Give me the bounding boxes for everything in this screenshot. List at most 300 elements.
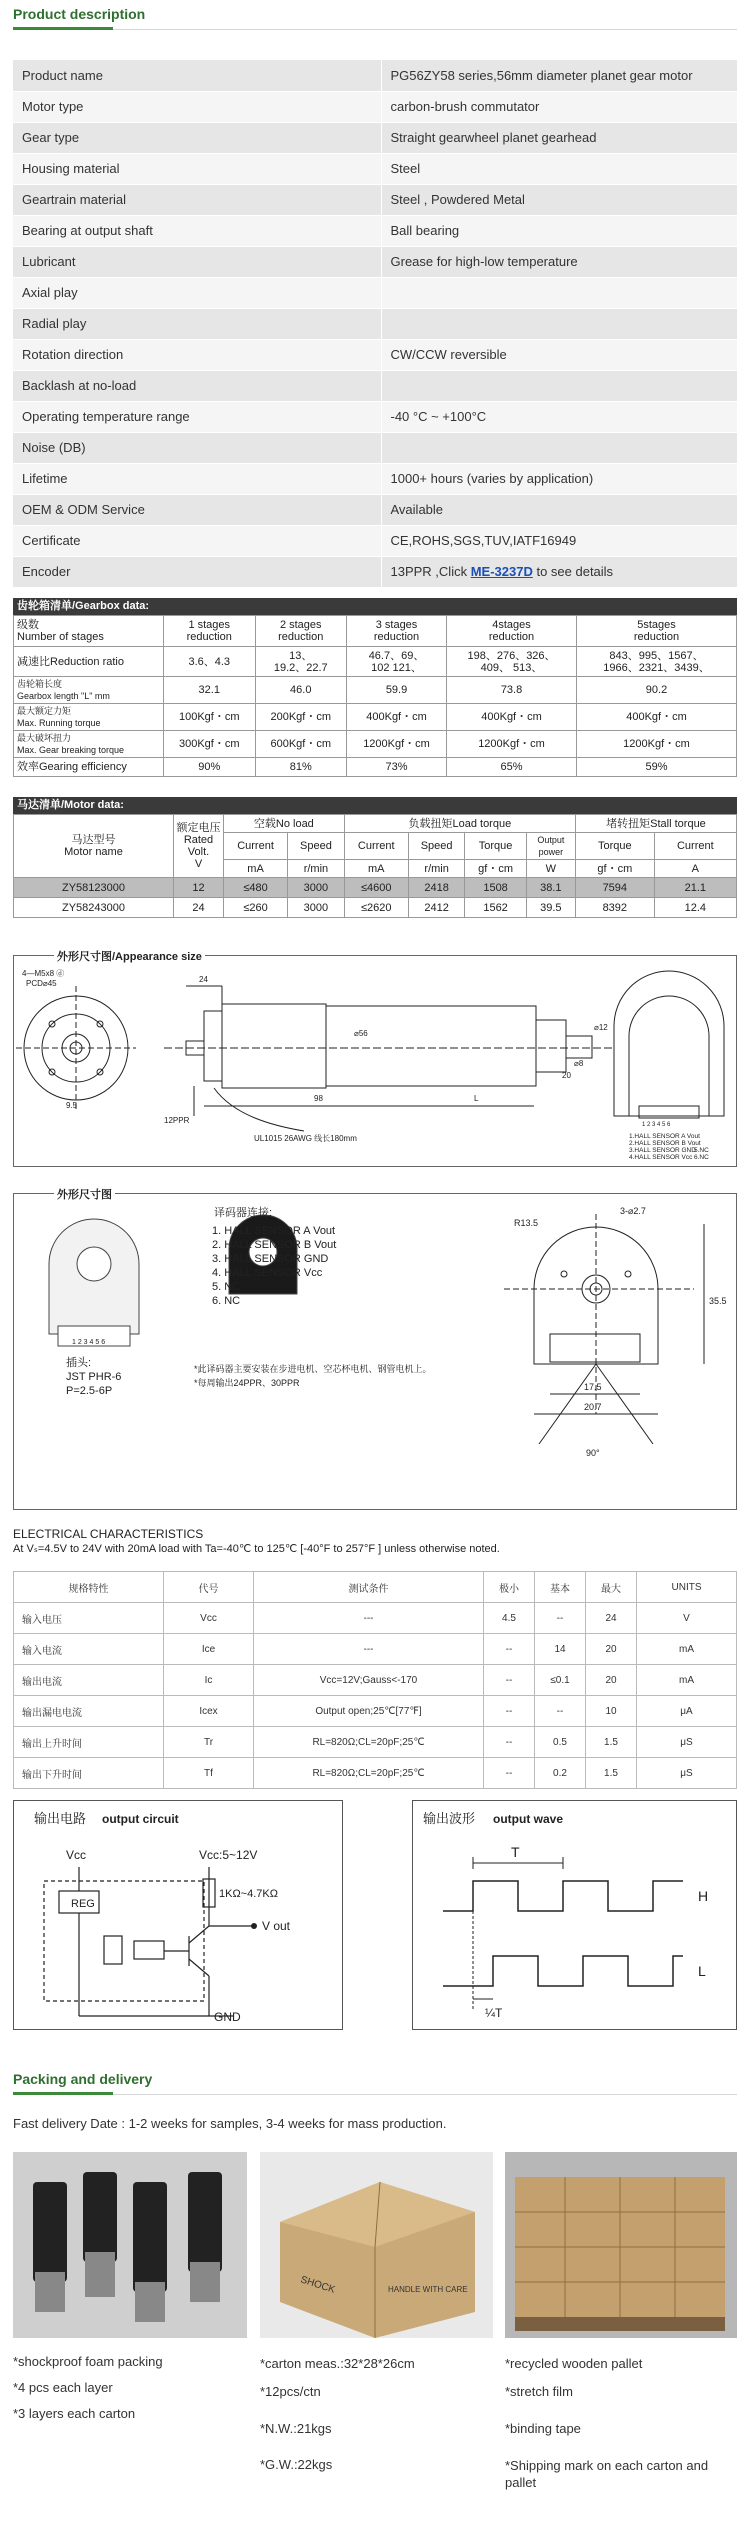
spec-value [381,556,737,587]
spec-value [381,308,737,339]
torque-2: 200Kgf・cm [255,704,347,731]
fast-delivery: Fast delivery Date : 1-2 weeks for samples, 3-4 weeks for mass production. [13,2116,447,2131]
col-output: Output power [526,833,575,860]
dim-35: 35.5 [709,1296,727,1306]
ratio-3: 46.7、69、 102 121、 [347,647,447,677]
circuit-svg [14,1801,342,2029]
circuit-vcc-range: Vcc:5~12V [199,1848,258,1862]
spec-row [13,215,737,246]
wave-t: T [511,1844,520,1860]
table-row [14,1665,737,1696]
output-circuit-panel [13,1800,343,2030]
load-header: 负载扭矩Load torque [344,815,575,833]
spec-key: Geartrain material [13,184,381,215]
cell: Icex [164,1696,254,1727]
circuit-title-en: output circuit [102,1812,179,1826]
cell: 输出漏电电流 [14,1696,164,1727]
title-underline [13,27,113,30]
spec-table [13,60,737,588]
spec-row [13,432,737,463]
electrical-title: ELECTRICAL CHARACTERISTICS [13,1527,204,1541]
cell: mA [637,1634,737,1665]
spec-value: Steel [381,153,737,184]
section-title: Packing and delivery [13,2071,153,2087]
wave-a [443,1881,683,1911]
cell: ≤0.1 [535,1665,586,1696]
legend-3: 3.HALL SENSOR GND [629,1147,696,1154]
stage-4: 4stages reduction [447,616,577,647]
spec-key: OEM & ODM Service [13,494,381,525]
eff-1: 90% [164,758,256,777]
spec-value: 1000+ hours (varies by application) [381,463,737,494]
title-underline [13,2092,113,2095]
motors-photo [13,2152,247,2338]
cell: 0.2 [535,1758,586,1789]
spec-row [13,401,737,432]
break-4: 1200Kgf・cm [447,731,577,758]
torque-1: 100Kgf・cm [164,704,256,731]
table-row [14,1727,737,1758]
vout-label: V out [262,1919,291,1933]
spec-row-encoder [13,556,737,587]
cell: -- [484,1665,535,1696]
eff-2: 81% [255,758,347,777]
legend-2: 2.HALL SENSOR B Vout [629,1140,701,1147]
motor-body [326,1006,536,1086]
stages-label-en: Number of stages [17,631,104,643]
caption: *N.W.:21kgs [260,2421,332,2436]
cell: μA [637,1696,737,1727]
cell: 12.4 [654,898,736,918]
dim-pcd: PCD⌀45 [26,979,57,988]
electrical-subtitle: At Vₛ=4.5V to 24V with 20mA load with Ta=-40℃ to 125℃ [-40°F to 257°F ] unless otherwise noted. [13,1543,500,1555]
unit-rmin: r/min [288,860,345,878]
dim-12: ⌀12 [594,1023,608,1032]
unit-a: A [654,860,736,878]
cell: 10 [586,1696,637,1727]
unit-rmin-2: r/min [408,860,465,878]
spec-key: Gear type [13,122,381,153]
cell: V [637,1603,737,1634]
torque-3: 400Kgf・cm [347,704,447,731]
length-4: 73.8 [447,677,577,704]
spec-row [13,246,737,277]
break-5: 1200Kgf・cm [577,731,737,758]
caption: *carton meas.:32*28*26cm [260,2356,415,2371]
dim-8: ⌀8 [574,1059,584,1068]
rated-label: 额定电压 [176,822,221,834]
table-row [14,1634,737,1665]
note-1: *此译码器主要安装在步进电机、空芯杯电机、钢管电机上。 [194,1364,432,1374]
cell: μS [637,1758,737,1789]
cell: Ice [164,1634,254,1665]
spec-row [13,122,737,153]
wiring-3: 3. HALL SENSOR GND [212,1253,329,1265]
col-load-current: Current [344,833,408,860]
spec-value: CE,ROHS,SGS,TUV,IATF16949 [381,525,737,556]
appearance-svg [14,956,736,1166]
cell: --- [254,1634,484,1665]
col-speed: Speed [288,833,345,860]
col-stall-current: Current [654,833,736,860]
spec-key: Rotation direction [13,339,381,370]
head-typ: 基本 [535,1572,586,1603]
cell: 24 [586,1603,637,1634]
table-row [14,898,737,918]
encoder-drawing [13,1189,737,1510]
dim-24: 24 [199,975,208,984]
cell: ≤2620 [344,898,408,918]
caption: *shockproof foam packing [13,2354,163,2369]
cell: 21.1 [654,878,736,898]
gearbox-data-header: 齿轮箱清单/Gearbox data: [13,598,737,615]
carton-photo-svg [260,2152,493,2338]
dim-9-5: 9.5 [66,1101,78,1110]
break-3: 1200Kgf・cm [347,731,447,758]
encoder-text: 13PPR ,Click [390,564,471,579]
dim-56: ⌀56 [354,1029,368,1038]
table-row [14,1603,737,1634]
cell: 8392 [575,898,654,918]
torque-label: 最大额定力矩 [17,706,72,716]
spec-key: Operating temperature range [13,401,381,432]
cell: 24 [174,898,224,918]
dim-20: 20 [562,1071,571,1080]
motor-table [13,814,737,918]
divider [13,29,737,30]
stage-2: 2 stages reduction [255,616,347,647]
spec-key: Lubricant [13,246,381,277]
spec-value: Grease for high-low temperature [381,246,737,277]
cell: ≤4600 [344,878,408,898]
gearbox-table [13,615,737,777]
appearance-title: 外形尺寸图/Appearance size [54,948,205,964]
legend-1: 1.HALL SENSOR A Vout [629,1133,700,1140]
product-description-heading [0,0,750,32]
cell: 1.5 [586,1727,637,1758]
cell: μS [637,1727,737,1758]
cell: -- [484,1634,535,1665]
spec-key: Radial play [13,308,381,339]
cell: 输出下升时间 [14,1758,164,1789]
motors-photo-svg [13,2152,247,2338]
wiring-6: 6. NC [212,1295,241,1307]
ratio-2: 13、 19.2、22.7 [255,647,347,677]
break-label-en: Max. Gear breaking torque [17,745,125,755]
eff-label: 效率Gearing efficiency [14,758,164,777]
col-torque: Torque [465,833,526,860]
spec-row [13,525,737,556]
spec-key: Bearing at output shaft [13,215,381,246]
length-3: 59.9 [347,677,447,704]
spec-value: Steel , Powdered Metal [381,184,737,215]
encoder-svg [14,1194,736,1509]
table-row [14,878,737,898]
cell: Output open;25℃[77℉] [254,1696,484,1727]
caption: *Shipping mark on each carton and pallet [505,2458,709,2490]
carton-photo [260,2152,493,2338]
cell: 0.5 [535,1727,586,1758]
cell: --- [254,1603,484,1634]
gearbox-body [222,1004,326,1088]
cell: 7594 [575,878,654,898]
spec-key: Housing material [13,153,381,184]
head-min: 极小 [484,1572,535,1603]
spec-key: Backlash at no-load [13,370,381,401]
dim-holes: 3-⌀2.7 [620,1206,646,1216]
caption: *4 pcs each layer [13,2380,113,2395]
dim-ppr: 12PPR [164,1116,190,1125]
cell: mA [637,1665,737,1696]
spec-row [13,184,737,215]
rated-unit: V [194,858,203,870]
cell: ZY58123000 [14,878,174,898]
unit-w: W [526,860,575,878]
divider [13,2094,737,2095]
spec-value: CW/CCW reversible [381,339,737,370]
cell: Vcc [164,1603,254,1634]
ic-boundary [44,1881,204,2001]
encoder-text-post: to see details [532,564,614,579]
spec-value: carbon-brush commutator [381,91,737,122]
spec-value: PG56ZY58 series,56mm diameter planet gear motor [381,60,737,91]
wave-svg [413,1801,736,2029]
spec-key: Lifetime [13,463,381,494]
break-2: 600Kgf・cm [255,731,347,758]
cell: Tf [164,1758,254,1789]
stage-1: 1 stages reduction [164,616,256,647]
break-1: 300Kgf・cm [164,731,256,758]
length-label-en: Gearbox length "L" mm [17,691,110,701]
electrical-table [13,1571,737,1789]
head-max: 最大 [586,1572,637,1603]
stage-5: 5stages reduction [577,616,737,647]
eff-5: 59% [577,758,737,777]
pins-label: 1 2 3 4 5 6 [72,1339,106,1346]
spec-key: Motor type [13,91,381,122]
cell: 输出上升时间 [14,1727,164,1758]
wave-l: L [698,1963,706,1979]
spec-value: -40 °C ~ +100°C [381,401,737,432]
wave-title-cn: 输出波形 [423,1811,476,1826]
spec-value [381,277,737,308]
circuit-title-cn: 输出电路 [34,1811,87,1826]
caption: *12pcs/ctn [260,2384,321,2399]
table-row [14,1758,737,1789]
dim-20-7: 20.7 [584,1402,602,1412]
spec-row [13,463,737,494]
front-flange [204,1011,222,1081]
torque-label-en: Max. Running torque [17,718,101,728]
spec-key: Noise (DB) [13,432,381,463]
col-current: Current [224,833,288,860]
wave-b [443,1956,683,1986]
connector-3: P=2.5-6P [66,1385,113,1397]
cell: 1508 [465,878,526,898]
caption: *3 layers each carton [13,2406,136,2421]
ratio-label: 减速比Reduction ratio [14,647,164,677]
wiring-5: 5. NC [212,1281,241,1293]
cell: -- [484,1696,535,1727]
reg-label: REG [71,1898,95,1910]
cell: -- [484,1758,535,1789]
cell: -- [535,1603,586,1634]
cell: 输入电流 [14,1634,164,1665]
head-units: UNITS [637,1572,737,1603]
spec-row [13,153,737,184]
spec-value [381,432,737,463]
ratio-5: 843、995、1567、 1966、2321、3439、 [577,647,737,677]
pallet-photo [505,2152,737,2338]
motor-data-header: 马达清单/Motor data: [13,797,737,814]
wiring-4: 4. HALL SENSOR Vcc [212,1267,323,1279]
cell: -- [535,1696,586,1727]
unit-ma: mA [224,860,288,878]
dim-cable: UL1015 26AWG 线长180mm [254,1134,357,1143]
model-label-en: Motor name [64,846,123,858]
cell: 3000 [288,878,345,898]
spec-value: Straight gearwheel planet gearhead [381,122,737,153]
section-title: Product description [13,6,146,22]
dim-r13: R13.5 [514,1218,539,1228]
outline-title: 外形尺寸图 [54,1186,115,1202]
spec-row [13,494,737,525]
cell: 输出电流 [14,1665,164,1696]
cell: Ic [164,1665,254,1696]
rear-shaft [566,1036,592,1058]
col-load-speed: Speed [408,833,465,860]
length-label: 齿轮箱长度 [17,679,63,689]
encoder-link[interactable]: ME-3237D [470,564,533,579]
cell: ≤480 [224,878,288,898]
output-wave-panel [412,1800,737,2030]
circuit-vcc: Vcc [66,1848,87,1862]
stage-3: 3 stages reduction [347,616,447,647]
cell: 2412 [408,898,465,918]
cell: ZY58243000 [14,898,174,918]
caption: *G.W.:22kgs [260,2457,333,2472]
ratio-1: 3.6、4.3 [164,647,256,677]
spec-key: Certificate [13,525,381,556]
legend-5: 5.NC [694,1147,709,1154]
note-2: *每周输出24PPR、30PPR [194,1378,300,1388]
torque-5: 400Kgf・cm [577,704,737,731]
length-2: 46.0 [255,677,347,704]
cell: 3000 [288,898,345,918]
caption: *binding tape [505,2421,581,2436]
cell: 14 [535,1634,586,1665]
legend-6: 6.NC [694,1154,709,1161]
packing-heading [0,2065,750,2097]
cell: 1562 [465,898,526,918]
cell: ≤260 [224,898,288,918]
cell: RL=820Ω;CL=20pF;25℃ [254,1758,484,1789]
cell: 12 [174,878,224,898]
spec-row [13,339,737,370]
wave-quarter: ¼T [485,2006,503,2020]
cell: 39.5 [526,898,575,918]
dim-bolt: 4—M5x8 ⓓ [22,969,65,978]
spec-row [13,277,737,308]
eff-3: 73% [347,758,447,777]
wave-title-en: output wave [493,1812,564,1826]
model-label: 马达型号 [71,834,116,846]
dim-pins: 1 2 3 4 5 6 [642,1122,671,1128]
spec-value: Ball bearing [381,215,737,246]
table-row [14,1696,737,1727]
appearance-drawing [13,951,737,1167]
length-1: 32.1 [164,677,256,704]
spec-row [13,91,737,122]
cell: 1.5 [586,1758,637,1789]
cell: 2418 [408,878,465,898]
cell: Vcc=12V;Gauss<-170 [254,1665,484,1696]
wiring-1: 1. HALL SENSOR A Vout [212,1225,336,1237]
unit-gfcm: gf・cm [465,860,526,878]
caption: *recycled wooden pallet [505,2356,643,2371]
cell: 38.1 [526,878,575,898]
spec-key: Product name [13,60,381,91]
cell: 4.5 [484,1603,535,1634]
spec-key: Axial play [13,277,381,308]
unit-gfcm-2: gf・cm [575,860,654,878]
rated-label-en: Rated Volt. [183,834,214,858]
dim-l: L [474,1094,479,1103]
head-cond: 测试条件 [254,1572,484,1603]
stall-header: 堵转扭矩Stall torque [575,815,736,833]
cell: Tr [164,1727,254,1758]
encoder-cap [536,1020,566,1072]
cell: RL=820Ω;CL=20pF;25℃ [254,1727,484,1758]
carton-text-2: HANDLE WITH CARE [388,2285,468,2294]
pallet-photo-svg [505,2152,737,2338]
unit-ma-2: mA [344,860,408,878]
encoder-side-view [614,971,724,1116]
caption: *stretch film [505,2384,573,2399]
col-stall-torque: Torque [575,833,654,860]
resistor-label: 1KΩ~4.7KΩ [219,1888,278,1900]
spec-row [13,308,737,339]
ratio-4: 198、276、326、 409、 513、 [447,647,577,677]
cell: 输入电压 [14,1603,164,1634]
cell: 20 [586,1634,637,1665]
gnd-label: GND [214,2010,241,2024]
spec-row [13,370,737,401]
wave-h: H [698,1888,709,1904]
spec-key: Encoder [13,556,381,587]
spec-row [13,60,737,91]
spec-value [381,370,737,401]
carton-text-1: SHOCK [299,2274,337,2296]
stages-label: 级数 [17,619,39,631]
length-5: 90.2 [577,677,737,704]
head-spec: 规格特性 [14,1572,164,1603]
dim-98: 98 [314,1094,323,1103]
noload-header: 空载No load [224,815,345,833]
dim-17: 17.5 [584,1382,602,1392]
connector-2: JST PHR-6 [66,1371,122,1383]
legend-4: 4.HALL SENSOR Vcc [629,1154,693,1161]
eff-4: 65% [447,758,577,777]
connector-1: 插头: [66,1357,92,1369]
spec-value: Available [381,494,737,525]
cell: -- [484,1727,535,1758]
break-label: 最大破坏扭力 [17,733,72,743]
head-sym: 代号 [164,1572,254,1603]
wiring-2: 2. HALL SENSOR B Vout [212,1239,337,1251]
torque-4: 400Kgf・cm [447,704,577,731]
dim-90: 90° [586,1448,600,1458]
